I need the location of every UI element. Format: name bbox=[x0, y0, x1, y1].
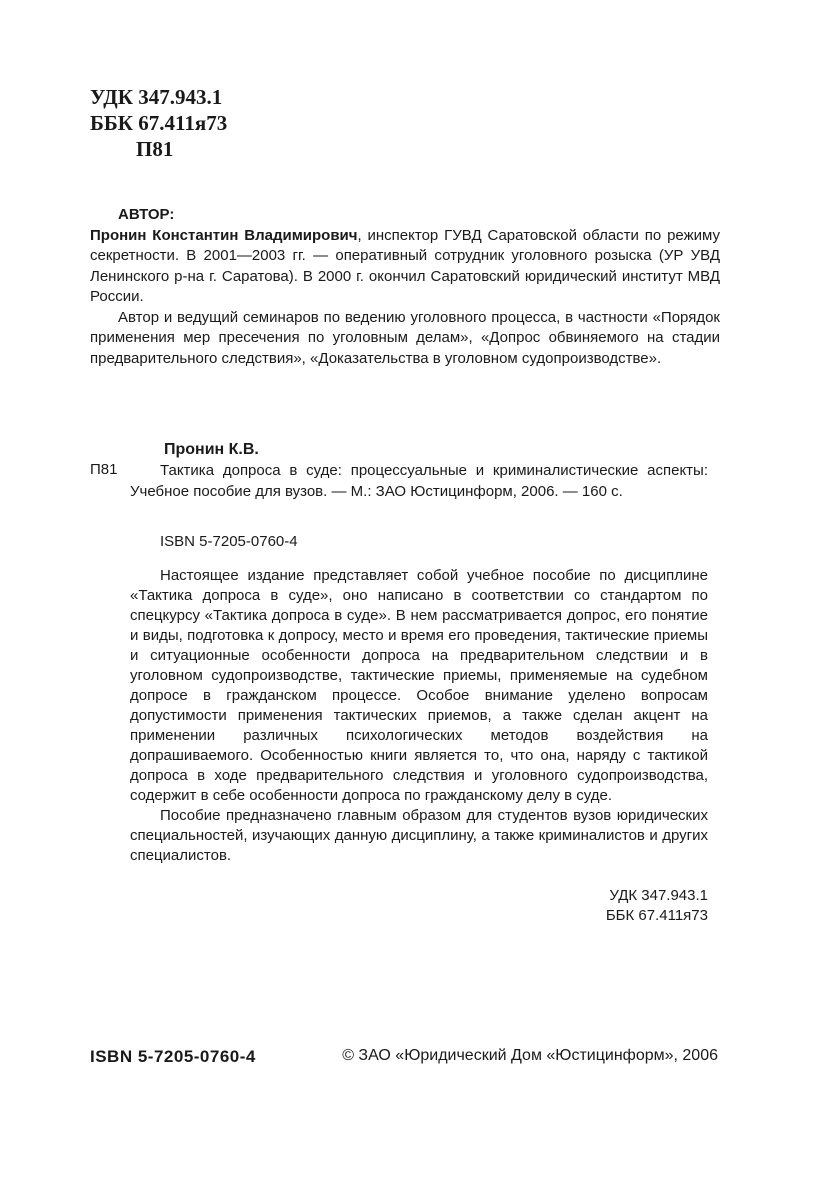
author-section bbox=[90, 205, 720, 369]
bottom-bbk-code: ББК 67.411я73 bbox=[605, 907, 708, 924]
header-classification-codes bbox=[90, 84, 227, 162]
author-index-code: П81 bbox=[136, 137, 174, 161]
udk-code: УДК 347.943.1 bbox=[90, 85, 223, 109]
catalog-card-author: Пронин К.В. bbox=[164, 441, 259, 458]
author-full-name: Пронин Константин Владимирович bbox=[90, 226, 358, 244]
author-heading: АВТОР: bbox=[118, 206, 175, 223]
bottom-classification-codes bbox=[130, 886, 708, 926]
catalog-card-index: П81 bbox=[90, 461, 118, 478]
annotation-paragraph: Пособие предназначено главным образом для студентов вузов юридических специальностей, изучающих данную дисциплину, а также криминалистов и других специалистов. bbox=[130, 807, 708, 864]
footer-copyright: © ЗАО «Юридический Дом «Юстицинформ», 2006 bbox=[342, 1047, 718, 1064]
annotation bbox=[130, 566, 708, 866]
author-bio bbox=[90, 226, 720, 308]
author-bio-text: , инспектор ГУВД Саратовской области по режиму секретности. В 2001—2003 гг. — оперативный сотрудник уголовного розыска (УР УВД Ленинского р-на г. Саратова). В 2000 г. окончил Саратовский юридический институт МВД России. bbox=[90, 226, 720, 305]
bottom-udk-code: УДК 347.943.1 bbox=[609, 887, 708, 904]
catalog-card-description bbox=[130, 461, 708, 502]
footer-isbn: ISBN 5-7205-0760-4 bbox=[90, 1047, 256, 1066]
catalog-card-description-text: Тактика допроса в суде: процессуальные и криминалистические аспекты: Учебное пособие для вузов. — М.: ЗАО Юстицинформ, 2006. — 160 с. bbox=[130, 462, 708, 500]
catalog-card-isbn: ISBN 5-7205-0760-4 bbox=[160, 533, 298, 550]
bbk-code: ББК 67.411я73 bbox=[90, 111, 228, 135]
author-seminars: Автор и ведущий семинаров по ведению уголовного процесса, в частности «Порядок применения мер пресечения по уголовным делам», «Допрос обвиняемого на стадии предварительного следствия», «Доказательства в уголовном судопроизводстве». bbox=[90, 308, 720, 367]
annotation-paragraph: Настоящее издание представляет собой учебное пособие по дисциплине «Тактика допроса в суде», оно написано в соответствии со стандартом по спецкурсу «Тактика допроса в суде». В нем рассматривается допрос, его понятие и виды, подготовка к допросу, место и время его проведения, тактические приемы и ситуационные особенности допроса на предварительном следствии и в уголовном судопроизводстве, тактические приемы, применяемые на судебном допросе в гражданском процессе. Особое внимание уделено вопросам допустимости применения тактических приемов, а также сделан акцент на применении различных психологических методов воздействия на допрашиваемого. Особенностью книги является то, что она, наряду с тактикой допроса в ходе предварительного следствия и уголовного судопроизводства, содержит в себе особенности допроса по гражданскому делу в суде. bbox=[130, 567, 708, 804]
